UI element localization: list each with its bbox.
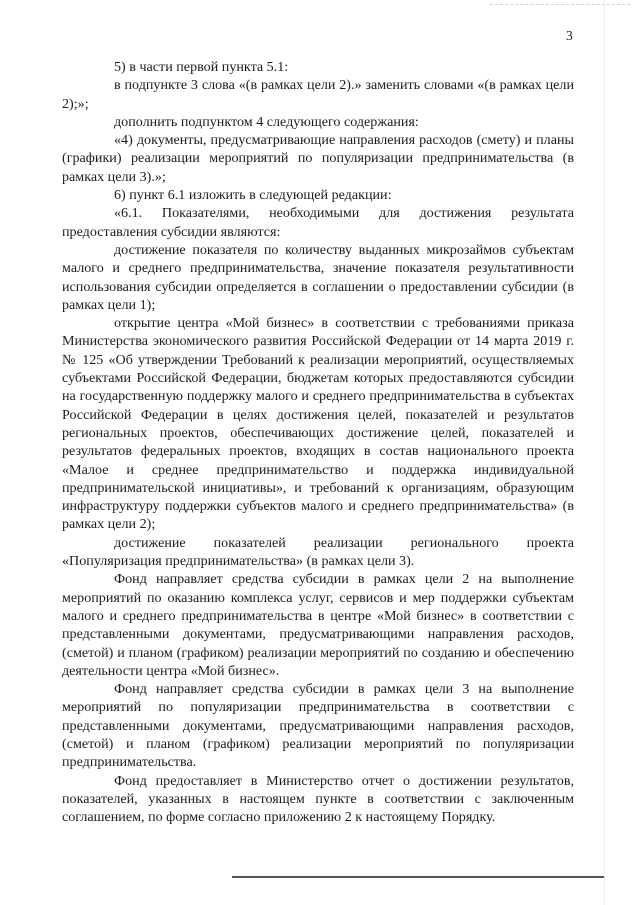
scan-artifact-dots <box>490 4 630 6</box>
paragraph: 5) в части первой пункта 5.1: <box>114 59 289 75</box>
paragraph: дополнить подпунктом 4 следующего содержания: <box>114 113 419 130</box>
scan-edge <box>604 0 605 905</box>
paragraph: Фонд направляет средства субсидии в рамках цели 2 на выполнение мероприятий по оказанию комплекса услуг, сервисов и мер поддержки субъектам малого и среднего предпринимательства в центре «Мой бизнес» в соответствии с представленными документами, предусматривающими направления расходов, (сметой) и планом (графиком) реализации мероприятий по созданию и обеспечению деятельности центра «Мой бизнес». <box>62 571 574 679</box>
paragraph: достижение показателя по количеству выданных микрозаймов субъектам малого и среднего предпринимательства, значение показателя результативности использования субсидии определяется в соглашении о предоставлении субсидии (в рамках цели 1); <box>62 241 574 313</box>
document-body <box>62 58 574 826</box>
paragraph: Фонд предоставляет в Министерство отчет о достижении результатов, показателей, указанных в настоящем пункте в соответствии с заключенным соглашением, по форме согласно приложению 2 к настоящему Порядку. <box>62 772 574 826</box>
paragraph: «6.1. Показателями, необходимыми для достижения результата предоставления субсидии являются: <box>62 205 574 240</box>
paragraph: в подпункте 3 слова «(в рамках цели 2).» заменить словами «(в рамках цели 2);»; <box>62 77 574 112</box>
paragraph: достижение показателей реализации регионального проекта «Популяризация предпринимательства» (в рамках цели 3). <box>62 534 574 570</box>
scan-artifact-line <box>232 876 604 878</box>
paragraph: 6) пункт 6.1 изложить в следующей редакции: <box>114 187 392 204</box>
paragraph: Фонд направляет средства субсидии в рамках цели 3 на выполнение мероприятий по популяризации предпринимательства в соответствии с представленными документами, предусматривающими направления расходов, (сметой) и планом (графиком) реализации мероприятий по популяризации предпринимательства. <box>62 681 574 771</box>
paragraph: «4) документы, предусматривающие направления расходов (смету) и планы (графики) реализации мероприятий по популяризации предпринимательства (в рамках цели 3).»; <box>62 132 574 185</box>
paragraph: открытие центра «Мой бизнес» в соответствии с требованиями приказа Министерства экономического развития Российской Федерации от 14 марта 2019 г. № 125 «Об утверждении Требований к реализации мероприятий, осуществляемых субъектами Российской Федерации, бюджетам которых предоставляются субсидии на государственную поддержку малого и среднего предпринимательства в субъектах Российской Федерации в целях достижения целей, показателей и результатов региональных проектов, обеспечивающих достижение целей, показателей и результатов федеральных проектов, входящих в состав национального проекта «Малое и среднее предпринимательство и поддержка индивидуальной предпринимательской инициативы», и требований к организациям, образующим инфраструктуру поддержки субъектов малого и среднего предпринимательства» (в рамках цели 2); <box>62 315 574 533</box>
page-number: 3 <box>566 28 573 43</box>
